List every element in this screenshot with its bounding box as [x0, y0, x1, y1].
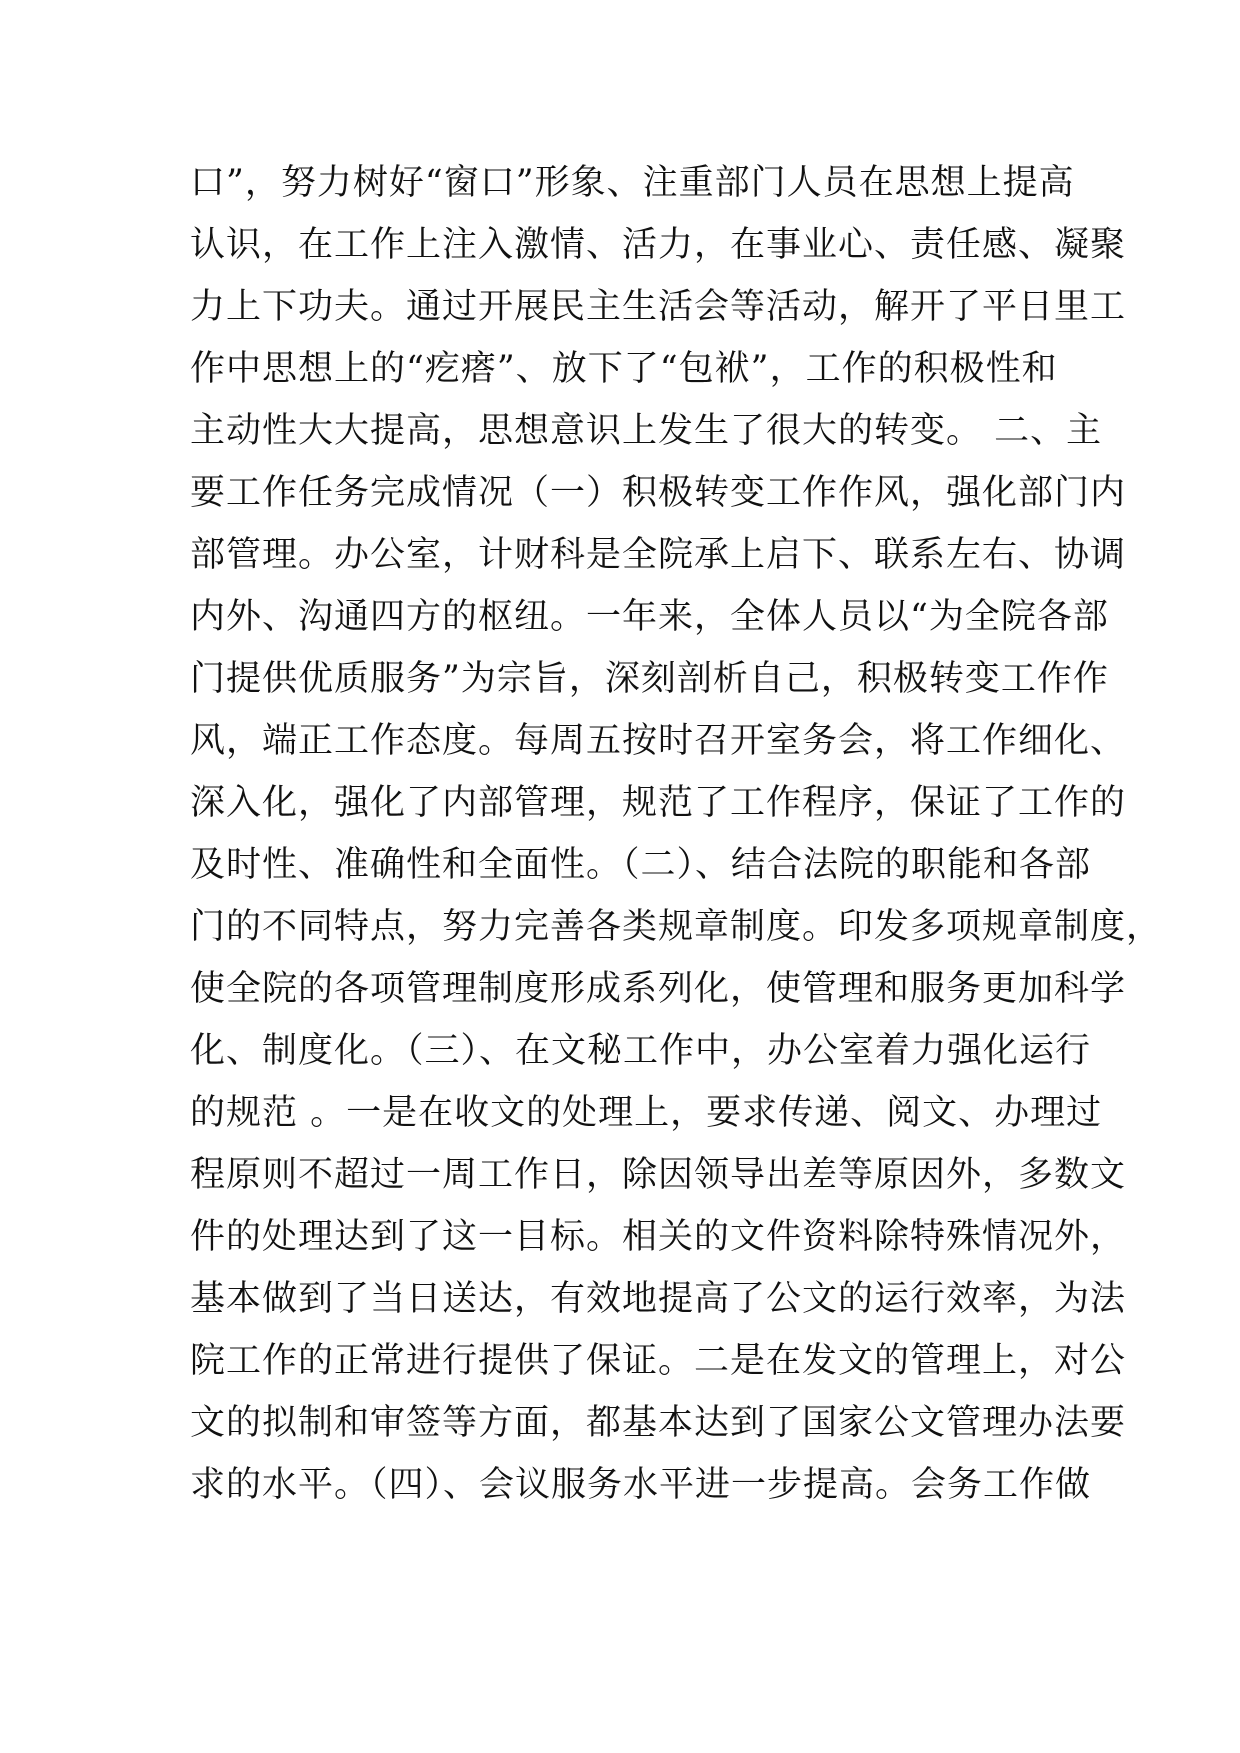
text-line: 门提供优质服务”为宗旨，深刻剖析自己，积极转变工作作	[190, 659, 1109, 699]
body-text	[190, 152, 1163, 1516]
text-line: 基本做到了当日送达，有效地提高了公文的运行效率，为法	[190, 1279, 1127, 1319]
text-line: 使全院的各项管理制度形成系列化，使管理和服务更加科学	[190, 969, 1127, 1009]
text-line: 口”，努力树好“窗口”形象、注重部门人员在思想上提高	[190, 163, 1075, 203]
text-line: 及时性、准确性和全面性。（二）、结合法院的职能和各部	[190, 845, 1092, 885]
text-line: 的规范 。一是在收文的处理上，要求传递、阅文、办理过	[190, 1093, 1103, 1133]
text-line: 深入化，强化了内部管理，规范了工作程序，保证了工作的	[190, 783, 1127, 823]
text-line: 风，端正工作态度。每周五按时召开室务会，将工作细化、	[190, 721, 1127, 761]
text-line: 求的水平。（四）、会议服务水平进一步提高。会务工作做	[190, 1465, 1092, 1505]
text-line: 化、制度化。（三）、在文秘工作中，办公室着力强化运行	[190, 1031, 1092, 1071]
text-line: 部管理。办公室，计财科是全院承上启下、联系左右、协调	[190, 535, 1127, 575]
text-line: 门的不同特点，努力完善各类规章制度。印发多项规章制度，	[190, 907, 1163, 947]
text-line: 文的拟制和审签等方面，都基本达到了国家公文管理办法要	[190, 1403, 1127, 1443]
text-line: 力上下功夫。通过开展民主生活会等活动，解开了平日里工	[190, 287, 1127, 327]
text-line: 件的处理达到了这一目标。相关的文件资料除特殊情况外，	[190, 1217, 1127, 1257]
text-line: 要工作任务完成情况（一）积极转变工作作风，强化部门内	[190, 473, 1127, 513]
text-line: 认识，在工作上注入激情、活力，在事业心、责任感、凝聚	[190, 225, 1127, 265]
text-line: 主动性大大提高，思想意识上发生了很大的转变。 二、主	[190, 411, 1103, 451]
text-line: 院工作的正常进行提供了保证。二是在发文的管理上，对公	[190, 1341, 1127, 1381]
text-line: 作中思想上的“疙瘩”、放下了“包袱”，工作的积极性和	[190, 349, 1058, 389]
text-line: 程原则不超过一周工作日，除因领导出差等原因外，多数文	[190, 1155, 1127, 1195]
text-line: 内外、沟通四方的枢纽。一年来，全体人员以“为全院各部	[190, 597, 1109, 637]
